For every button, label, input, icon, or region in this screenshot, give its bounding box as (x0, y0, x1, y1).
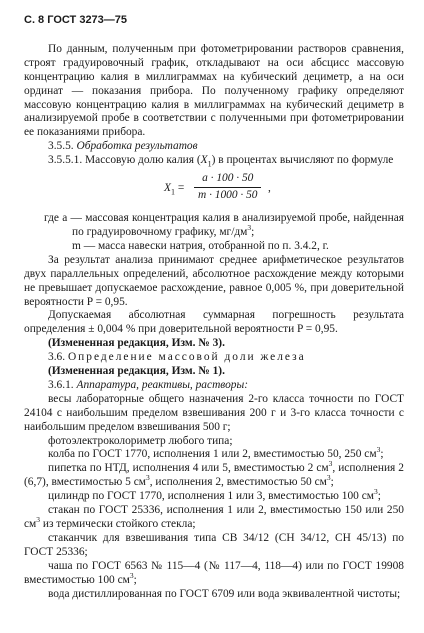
text-run: ) в процентах вычисляют по формуле (211, 154, 394, 167)
list-item-cup: чаша по ГОСТ 6563 № 115—4 (№ 117—4, 118—4) или по ГОСТ 19908 вместимостью 100 $см^3$; (24, 559, 404, 586)
formula-lhs: $X_1$ = (164, 182, 185, 197)
text-run: 3.5.5.1. Массовую долю калия ( (48, 154, 201, 167)
section-title: Обработка результатов (76, 140, 198, 153)
paragraph-calibration: По данным, полученным при фотометрировании растворов сравнения, строят градуировочный график, откладывают на оси абсцисс массовую концентрацию калия в миллиграммах на кубический дециметр, а на оси ординат — показания прибора. По полученному графику определяют массовую концентрацию калия в миллиграммах на кубический дециметр в анализируемой пробе в соответствии с полученными при фотометрировании ее показаниями прибора. (24, 42, 404, 139)
variable-subscript: 1 (207, 159, 212, 169)
section-3-6 (24, 351, 404, 365)
list-item-pipette: пипетка по НТД, исполнения 4 или 5, вместимостью 2 $см^3$, исполнения 2 (6,7), вместимостью 5 $см^3$, исполнения 2, вместимостью 50 $см^3$; (24, 459, 404, 489)
formula-potassium (24, 170, 404, 208)
section-number: 3.6.1. (48, 378, 74, 391)
formula-denominator: m · 1000 · 50 (198, 188, 258, 201)
paragraph-error: Допускаемая абсолютная суммарная погрешность результата определения ± 0,004 % при доверительной вероятности P = 0,95. (24, 309, 404, 336)
list-item-photocolorimeter: фотоэлектроколориметр любого типа; (48, 434, 233, 447)
formula-fraction (194, 172, 261, 203)
list-item-scales: весы лабораторные общего назначения 2-го класса точности по ГОСТ 24104 с наибольшим пределом взвешивания 200 г и 3-го класса точности с наибольшим пределом взвешивания 500 г; (24, 392, 404, 433)
section-3-5-5-1 (24, 154, 404, 168)
section-3-6-1 (24, 379, 404, 393)
paragraph-result: За результат анализа принимают среднее арифметическое результатов двух параллельных определений, абсолютное расхождение между которыми не превышает допускаемое расхождение, равное 0,005 %, при доверительной вероятности P = 0,95. (24, 253, 404, 308)
section-number: 3.5.5. (48, 140, 74, 153)
list-item-glass: стакан по ГОСТ 25336, исполнения 1 или 2, вместимостью 150 или 250 $см^3$ из термически стойкого стекла; (24, 504, 404, 530)
section-3-5-5 (24, 140, 404, 154)
list-item-cylinder: цилиндр по ГОСТ 1770, исполнения 1 или 3, вместимостью 100 $см^3$; (48, 487, 381, 503)
section-title: Аппаратура, реактивы, растворы: (76, 378, 248, 391)
legend-m: m — масса навески натрия, отобранной по п. 3.4.2, г. (72, 239, 329, 252)
list-item-weighing-glass: стаканчик для взвешивания типа СВ 34/12 (СН 34/12, СН 45/13) по ГОСТ 25336; (24, 531, 404, 558)
section-number: 3.6. (48, 351, 66, 364)
list-item-flask: колба по ГОСТ 1770, исполнения 1 или 2, вместимостью 50, 250 $см^3$; (48, 445, 384, 461)
legend-a: где a — массовая концентрация калия в анализируемой пробе, найденная по градуировочному графику, $мг/дм^3$; (44, 212, 404, 238)
variable-x: X (200, 154, 208, 167)
formula-tail: , (268, 182, 271, 195)
edit-note-1: (Измененная редакция, Изм. № 1). (48, 365, 225, 378)
section-title: Определение массовой доли железа (67, 351, 306, 364)
page-header: С. 8 ГОСТ 3273—75 (24, 14, 128, 26)
list-item-water: вода дистиллированная по ГОСТ 6709 или вода эквивалентной чистоты; (48, 587, 401, 600)
formula-numerator: a · 100 · 50 (194, 172, 261, 188)
edit-note-3: (Измененная редакция, Изм. № 3). (48, 337, 225, 350)
